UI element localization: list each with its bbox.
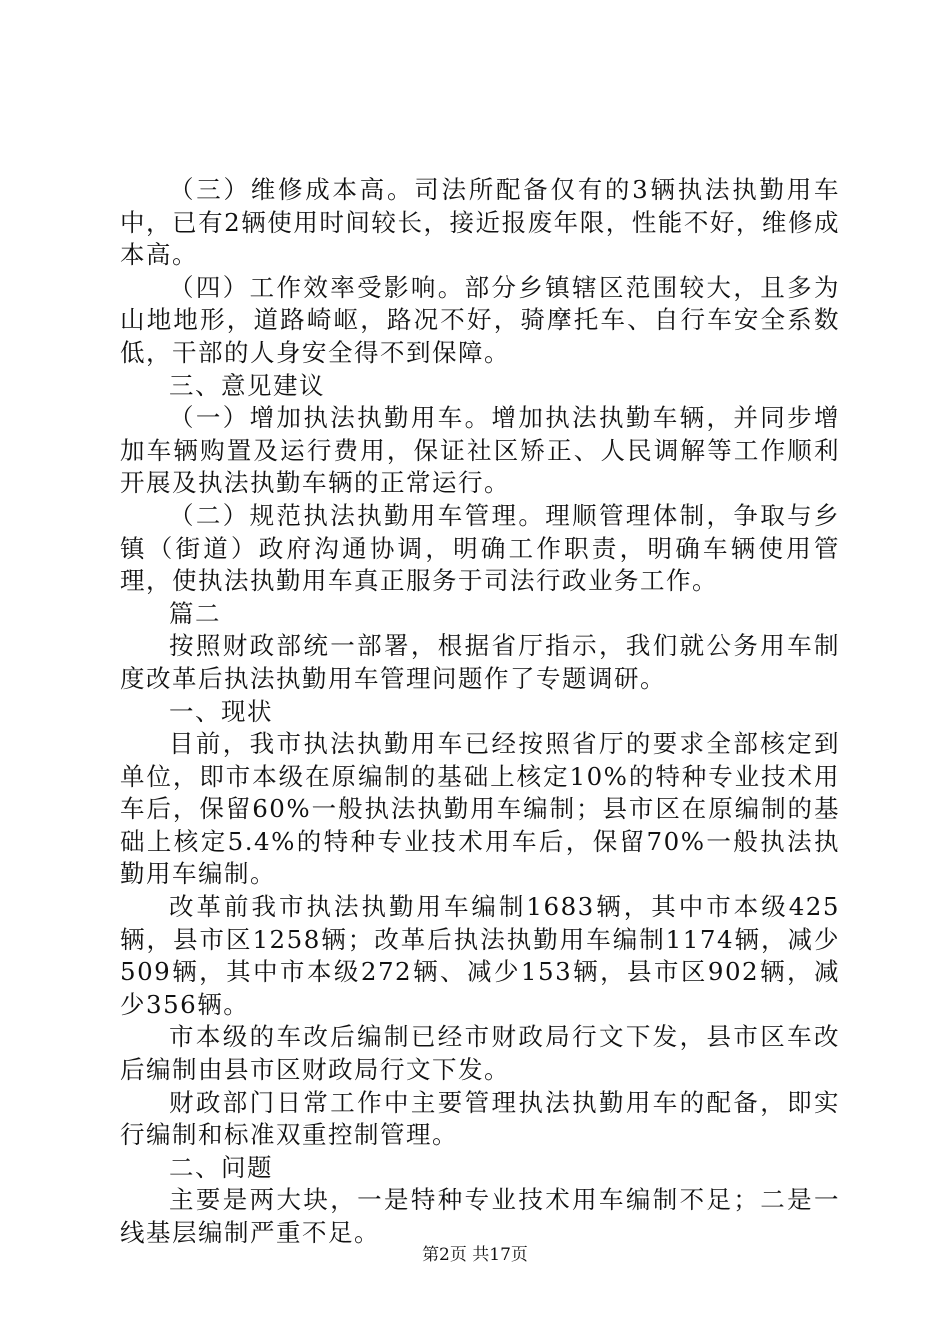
page-number-footer: 第2页 共17页: [422, 1245, 528, 1265]
paragraph: （四）工作效率受影响。部分乡镇辖区范围较大，且多为山地地形，道路崎岖，路况不好，骑摩托车、自行车安全系数低，干部的人身安全得不到保障。: [120, 272, 840, 367]
paragraph: 目前，我市执法执勤用车已经按照省厅的要求全部核定到单位，即市本级在原编制的基础上核定10%的特种专业技术用车后，保留60%一般执法执勤用车编制；县市区在原编制的基础上核定5.4%的特种专业技术用车后，保留70%一般执法执勤用车编制。: [120, 729, 840, 889]
section-heading: 一、现状: [169, 696, 273, 726]
paragraph: 改革前我市执法执勤用车编制1683辆，其中市本级425辆，县市区1258辆；改革后执法执勤用车编制1174辆，减少509辆，其中市本级272辆、减少153辆，县市区902辆，减少356辆。: [120, 892, 840, 1019]
paragraph: 财政部门日常工作中主要管理执法执勤用车的配备，即实行编制和标准双重控制管理。: [120, 1087, 840, 1150]
paragraph: （三）维修成本高。司法所配备仅有的3辆执法执勤用车中，已有2辆使用时间较长，接近报废年限，性能不好，维修成本高。: [120, 175, 840, 270]
document-body: [120, 174, 840, 1250]
paragraph: 市本级的车改后编制已经市财政局行文下发，县市区车改后编制由县市区财政局行文下发。: [120, 1022, 840, 1085]
paragraph: 按照财政部统一部署，根据省厅指示，我们就公务用车制度改革后执法执勤用车管理问题作了专题调研。: [120, 631, 840, 693]
section-heading: 二、问题: [169, 1152, 273, 1182]
paragraph: （一）增加执法执勤用车。增加执法执勤车辆，并同步增加车辆购置及运行费用，保证社区矫正、人民调解等工作顺利开展及执法执勤车辆的正常运行。: [120, 403, 840, 498]
paragraph: （二）规范执法执勤用车管理。理顺管理体制，争取与乡镇（街道）政府沟通协调，明确工作职责，明确车辆使用管理，使执法执勤用车真正服务于司法行政业务工作。: [120, 500, 840, 596]
paragraph: 主要是两大块，一是特种专业技术用车编制不足；二是一线基层编制严重不足。: [120, 1185, 840, 1247]
section-heading: 三、意见建议: [169, 370, 325, 400]
part-heading: 篇二: [169, 598, 221, 628]
